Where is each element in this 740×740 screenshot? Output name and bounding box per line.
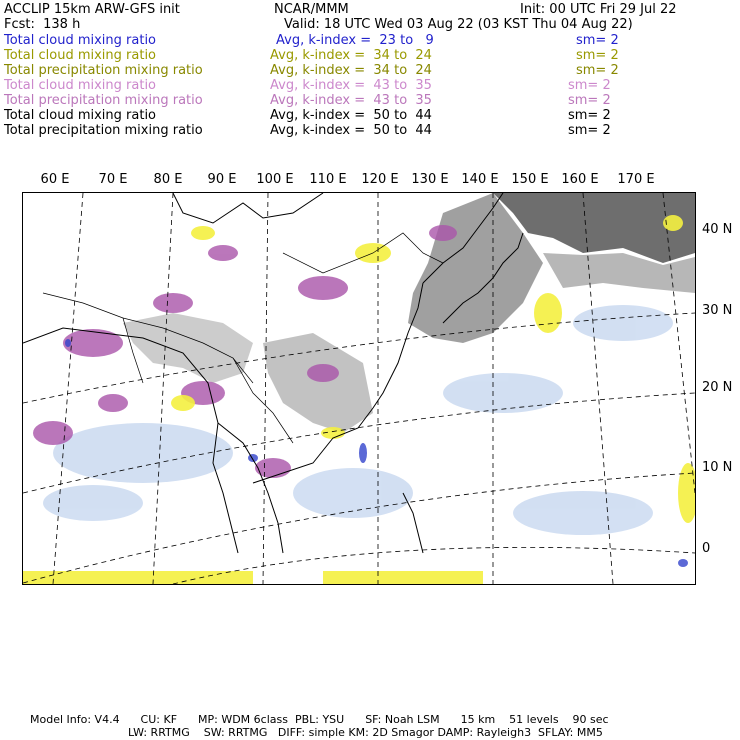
valid-time: Valid: 18 UTC Wed 03 Aug 22 (03 KST Thu 04 Aug 22) — [284, 17, 633, 32]
legend-field: Total cloud mixing ratio — [4, 108, 157, 123]
legend-field: Total cloud mixing ratio — [4, 48, 157, 63]
legend-sm: sm= 2 — [568, 93, 611, 108]
cloud-shading-gray-4 — [263, 333, 373, 433]
latitude-label: 20 N — [702, 380, 733, 395]
legend-avg: Avg, k-index = 50 to 44 — [270, 123, 432, 138]
longitude-label: 170 E — [617, 172, 655, 187]
legend-avg: Avg, k-index = 34 to 24 — [270, 48, 432, 63]
legend-field: Total cloud mixing ratio — [4, 78, 157, 93]
legend-sm: sm= 2 — [576, 33, 619, 48]
legend-sm: sm= 2 — [568, 123, 611, 138]
legend-avg: Avg, k-index = 23 to 9 — [276, 33, 434, 48]
longitude-label: 150 E — [511, 172, 549, 187]
longitude-label: 140 E — [461, 172, 499, 187]
legend-sm: sm= 2 — [568, 108, 611, 123]
longitude-label: 80 E — [153, 172, 183, 187]
longitude-label: 120 E — [361, 172, 399, 187]
longitude-label: 130 E — [411, 172, 449, 187]
legend-sm: sm= 2 — [568, 78, 611, 93]
longitude-label: 90 E — [207, 172, 237, 187]
legend-field: Total precipitation mixing ratio — [4, 123, 203, 138]
legend-avg: Avg, k-index = 43 to 35 — [270, 78, 432, 93]
longitude-label: 60 E — [40, 172, 70, 187]
legend-avg: Avg, k-index = 50 to 44 — [270, 108, 432, 123]
init-time: Init: 00 UTC Fri 29 Jul 22 — [520, 2, 677, 17]
latitude-label: 0 — [702, 541, 711, 556]
legend-field: Total cloud mixing ratio — [4, 33, 157, 48]
legend-field: Total precipitation mixing ratio — [4, 63, 203, 78]
forecast-map — [23, 193, 695, 584]
longitude-label: 70 E — [98, 172, 128, 187]
organization: NCAR/MMM — [274, 2, 349, 17]
longitude-label: 110 E — [309, 172, 347, 187]
cloud-shading-gray-3 — [123, 313, 253, 383]
latitude-label: 40 N — [702, 222, 733, 237]
model-info-line2: LW: RRTMG SW: RRTMG DIFF: simple KM: 2D Smagor DAMP: Rayleigh3 SFLAY: MM5 — [128, 726, 603, 739]
latitude-label: 30 N — [702, 303, 733, 318]
model-title: ACCLIP 15km ARW-GFS init — [4, 2, 180, 17]
legend-field: Total precipitation mixing ratio — [4, 93, 203, 108]
legend-sm: sm= 2 — [576, 63, 619, 78]
forecast-hour: Fcst: 138 h — [4, 17, 81, 32]
legend-sm: sm= 2 — [576, 48, 619, 63]
longitude-label: 100 E — [256, 172, 294, 187]
longitude-label: 160 E — [561, 172, 599, 187]
legend-avg: Avg, k-index = 34 to 24 — [270, 63, 432, 78]
legend-avg: Avg, k-index = 43 to 35 — [270, 93, 432, 108]
model-info-line1: Model Info: V4.4 CU: KF MP: WDM 6class PBL: YSU SF: Noah LSM 15 km 51 levels 90 sec — [30, 713, 609, 726]
latitude-label: 10 N — [702, 460, 733, 475]
map-panel — [22, 192, 696, 585]
